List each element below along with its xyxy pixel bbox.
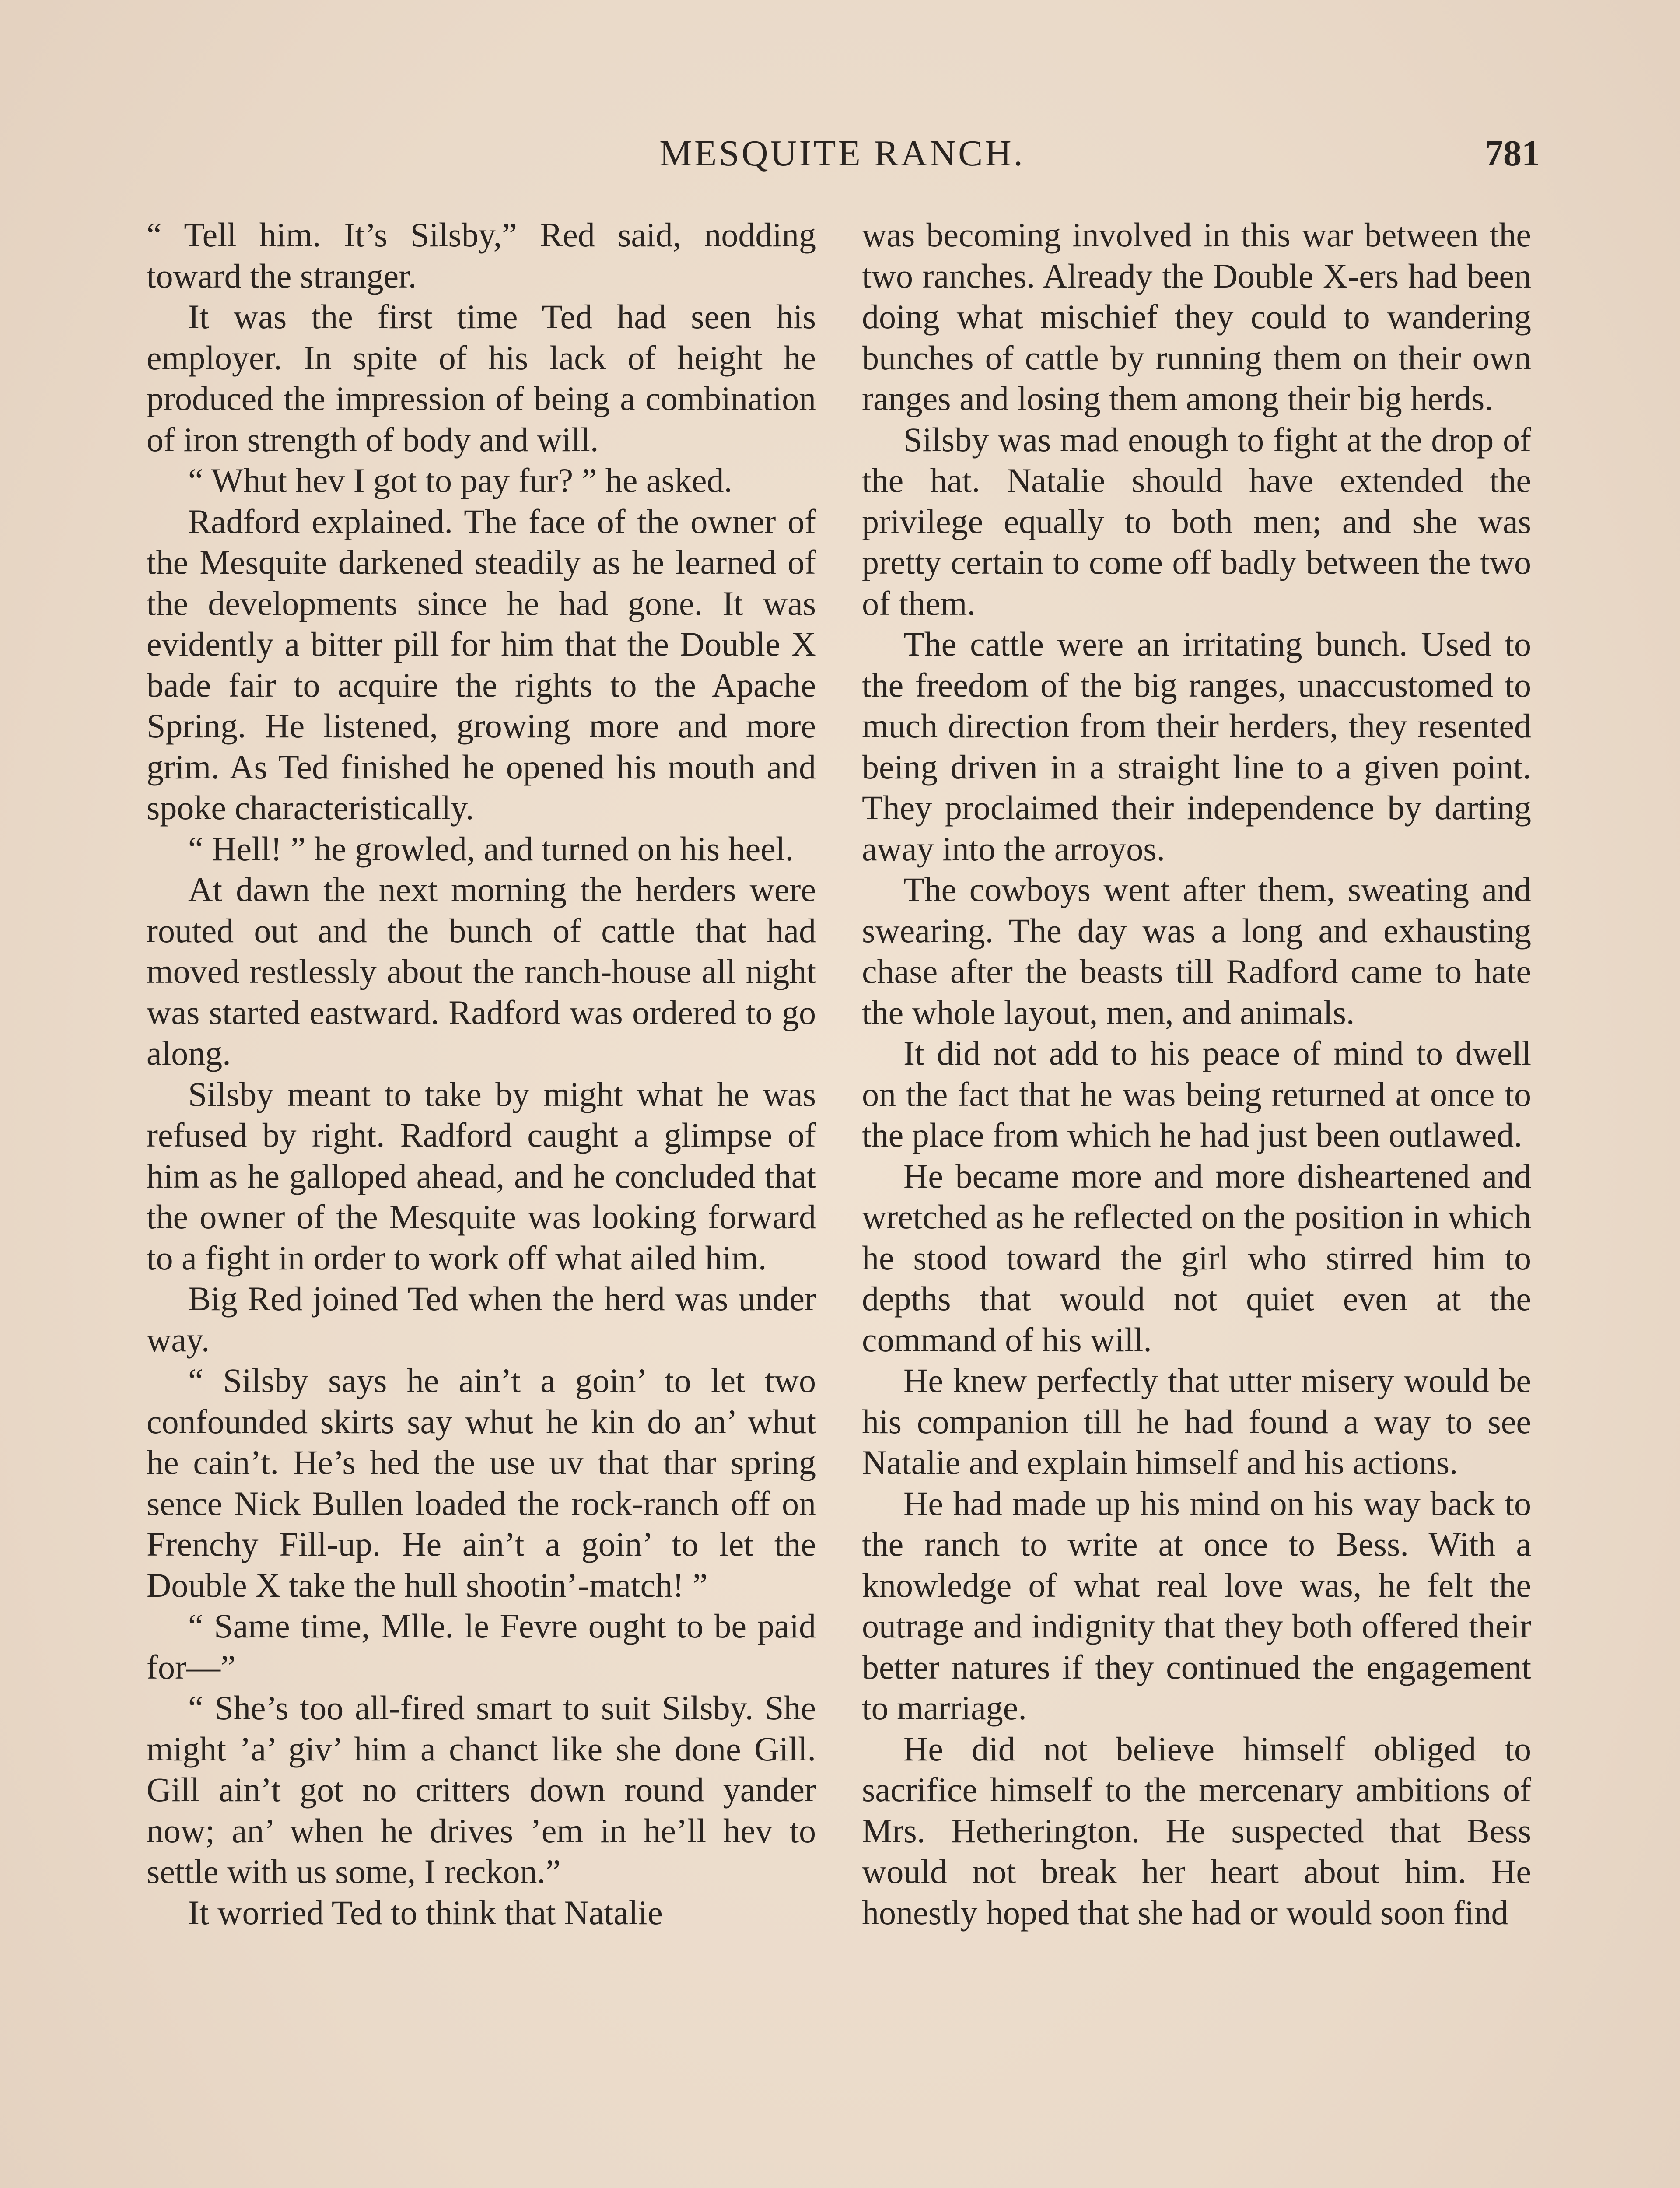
paragraph: It was the first time Ted had seen his employer. In spite of his lack of height he produced the impression of being a combination of iron strength of body and will. (147, 298, 816, 459)
paragraph: He did not believe himself obliged to sacrifice himself to the mercenary ambitions of Mrs. Hetherington. He suspected that Bess would not break her heart about him. He honestly hoped that she had or would soon find (862, 1729, 1531, 1932)
paragraph: Radford explained. The face of the owner of the Mesquite darkened steadily as he learned of the developments since he had gone. It was evidently a bitter pill for him that the Double X bade fair to acquire the rights to the Apache Spring. He listened, growing more and more grim. As Ted finished he opened his mouth and spoke characteristically. (147, 502, 816, 827)
paragraph: Silsby was mad enough to fight at the drop of the hat. Natalie should have extended the privilege equally to both men; and she was pretty certain to come off badly between the two of them. (862, 420, 1531, 622)
page-number: 781 (1485, 133, 1540, 174)
paragraph: It did not add to his peace of mind to dwell on the fact that he was being returned at once to the place from which he had just been outlawed. (862, 1034, 1531, 1154)
paragraph: Silsby meant to take by might what he was refused by right. Radford caught a glimpse of him as he galloped ahead, and he concluded that the owner of the Mesquite was looking forward to a fight in order to work off what ailed him. (147, 1075, 816, 1277)
paragraph: He became more and more disheartened and wretched as he reflected on the position in which he stood toward the girl who stirred him to depths that would not quiet even at the command of his will. (862, 1157, 1531, 1359)
paragraph: Big Red joined Ted when the herd was under way. (147, 1280, 816, 1359)
paragraph: It worried Ted to think that Natalie (188, 1893, 663, 1932)
paragraph: The cowboys went after them, sweating and swearing. The day was a long and exhausting chase after the beasts till Radford came to hate the whole layout, men, and animals. (862, 870, 1531, 1031)
paragraph: “ Whut hev I got to pay fur? ” he asked. (188, 461, 732, 499)
paragraph: “ Silsby says he ain’t a goin’ to let two confounded skirts say whut he kin do an’ whut he cain’t. He’s hed the use uv that thar spring sence Nick Bullen loaded the rock-ranch off on Frenchy Fill-up. He ain’t a goin’ to let the Double X take the hull shootin’-match! ” (147, 1361, 816, 1604)
paragraph: “ Same time, Mlle. le Fevre ought to be paid for—” (147, 1607, 816, 1686)
paragraph: “ Tell him. It’s Silsby,” Red said, nodding toward the stranger. (147, 216, 816, 295)
paragraph: He had made up his mind on his way back to the ranch to write at once to Bess. With a knowledge of what real love was, he felt the outrage and indignity that they both offered their better natures if they continued the engagement to marriage. (862, 1484, 1531, 1727)
paragraph: At dawn the next morning the herders were routed out and the bunch of cattle that had moved restlessly about the ranch-house all night was started eastward. Radford was ordered to go along. (147, 870, 816, 1072)
paragraph: “ She’s too all-fired smart to suit Silsby. She might ’a’ giv’ him a chanct like she done Gill. Gill ain’t got no critters down round yander now; an’ when he drives ’em in he’ll hev to settle with us some, I reckon.” (147, 1689, 816, 1890)
paragraph: “ Hell! ” he growled, and turned on his heel. (188, 829, 794, 868)
paragraph: The cattle were an irritating bunch. Used to the freedom of the big ranges, unaccustomed to much direction from their herders, they resented being driven in a straight line to a given point. They proclaimed their independence by darting away into the arroyos. (862, 625, 1531, 868)
right-column (862, 214, 1531, 1933)
page-header (144, 130, 1540, 178)
paragraph: was becoming involved in this war between the two ranches. Already the Double X-ers had been doing what mischief they could to wandering bunches of cattle by running them on their own ranges and losing them among their big herds. (862, 216, 1531, 417)
paragraph: He knew perfectly that utter misery would be his companion till he had found a way to see Natalie and explain himself and his actions. (862, 1361, 1531, 1481)
left-column (147, 214, 816, 1933)
running-title: MESQUITE RANCH. (659, 133, 1025, 174)
